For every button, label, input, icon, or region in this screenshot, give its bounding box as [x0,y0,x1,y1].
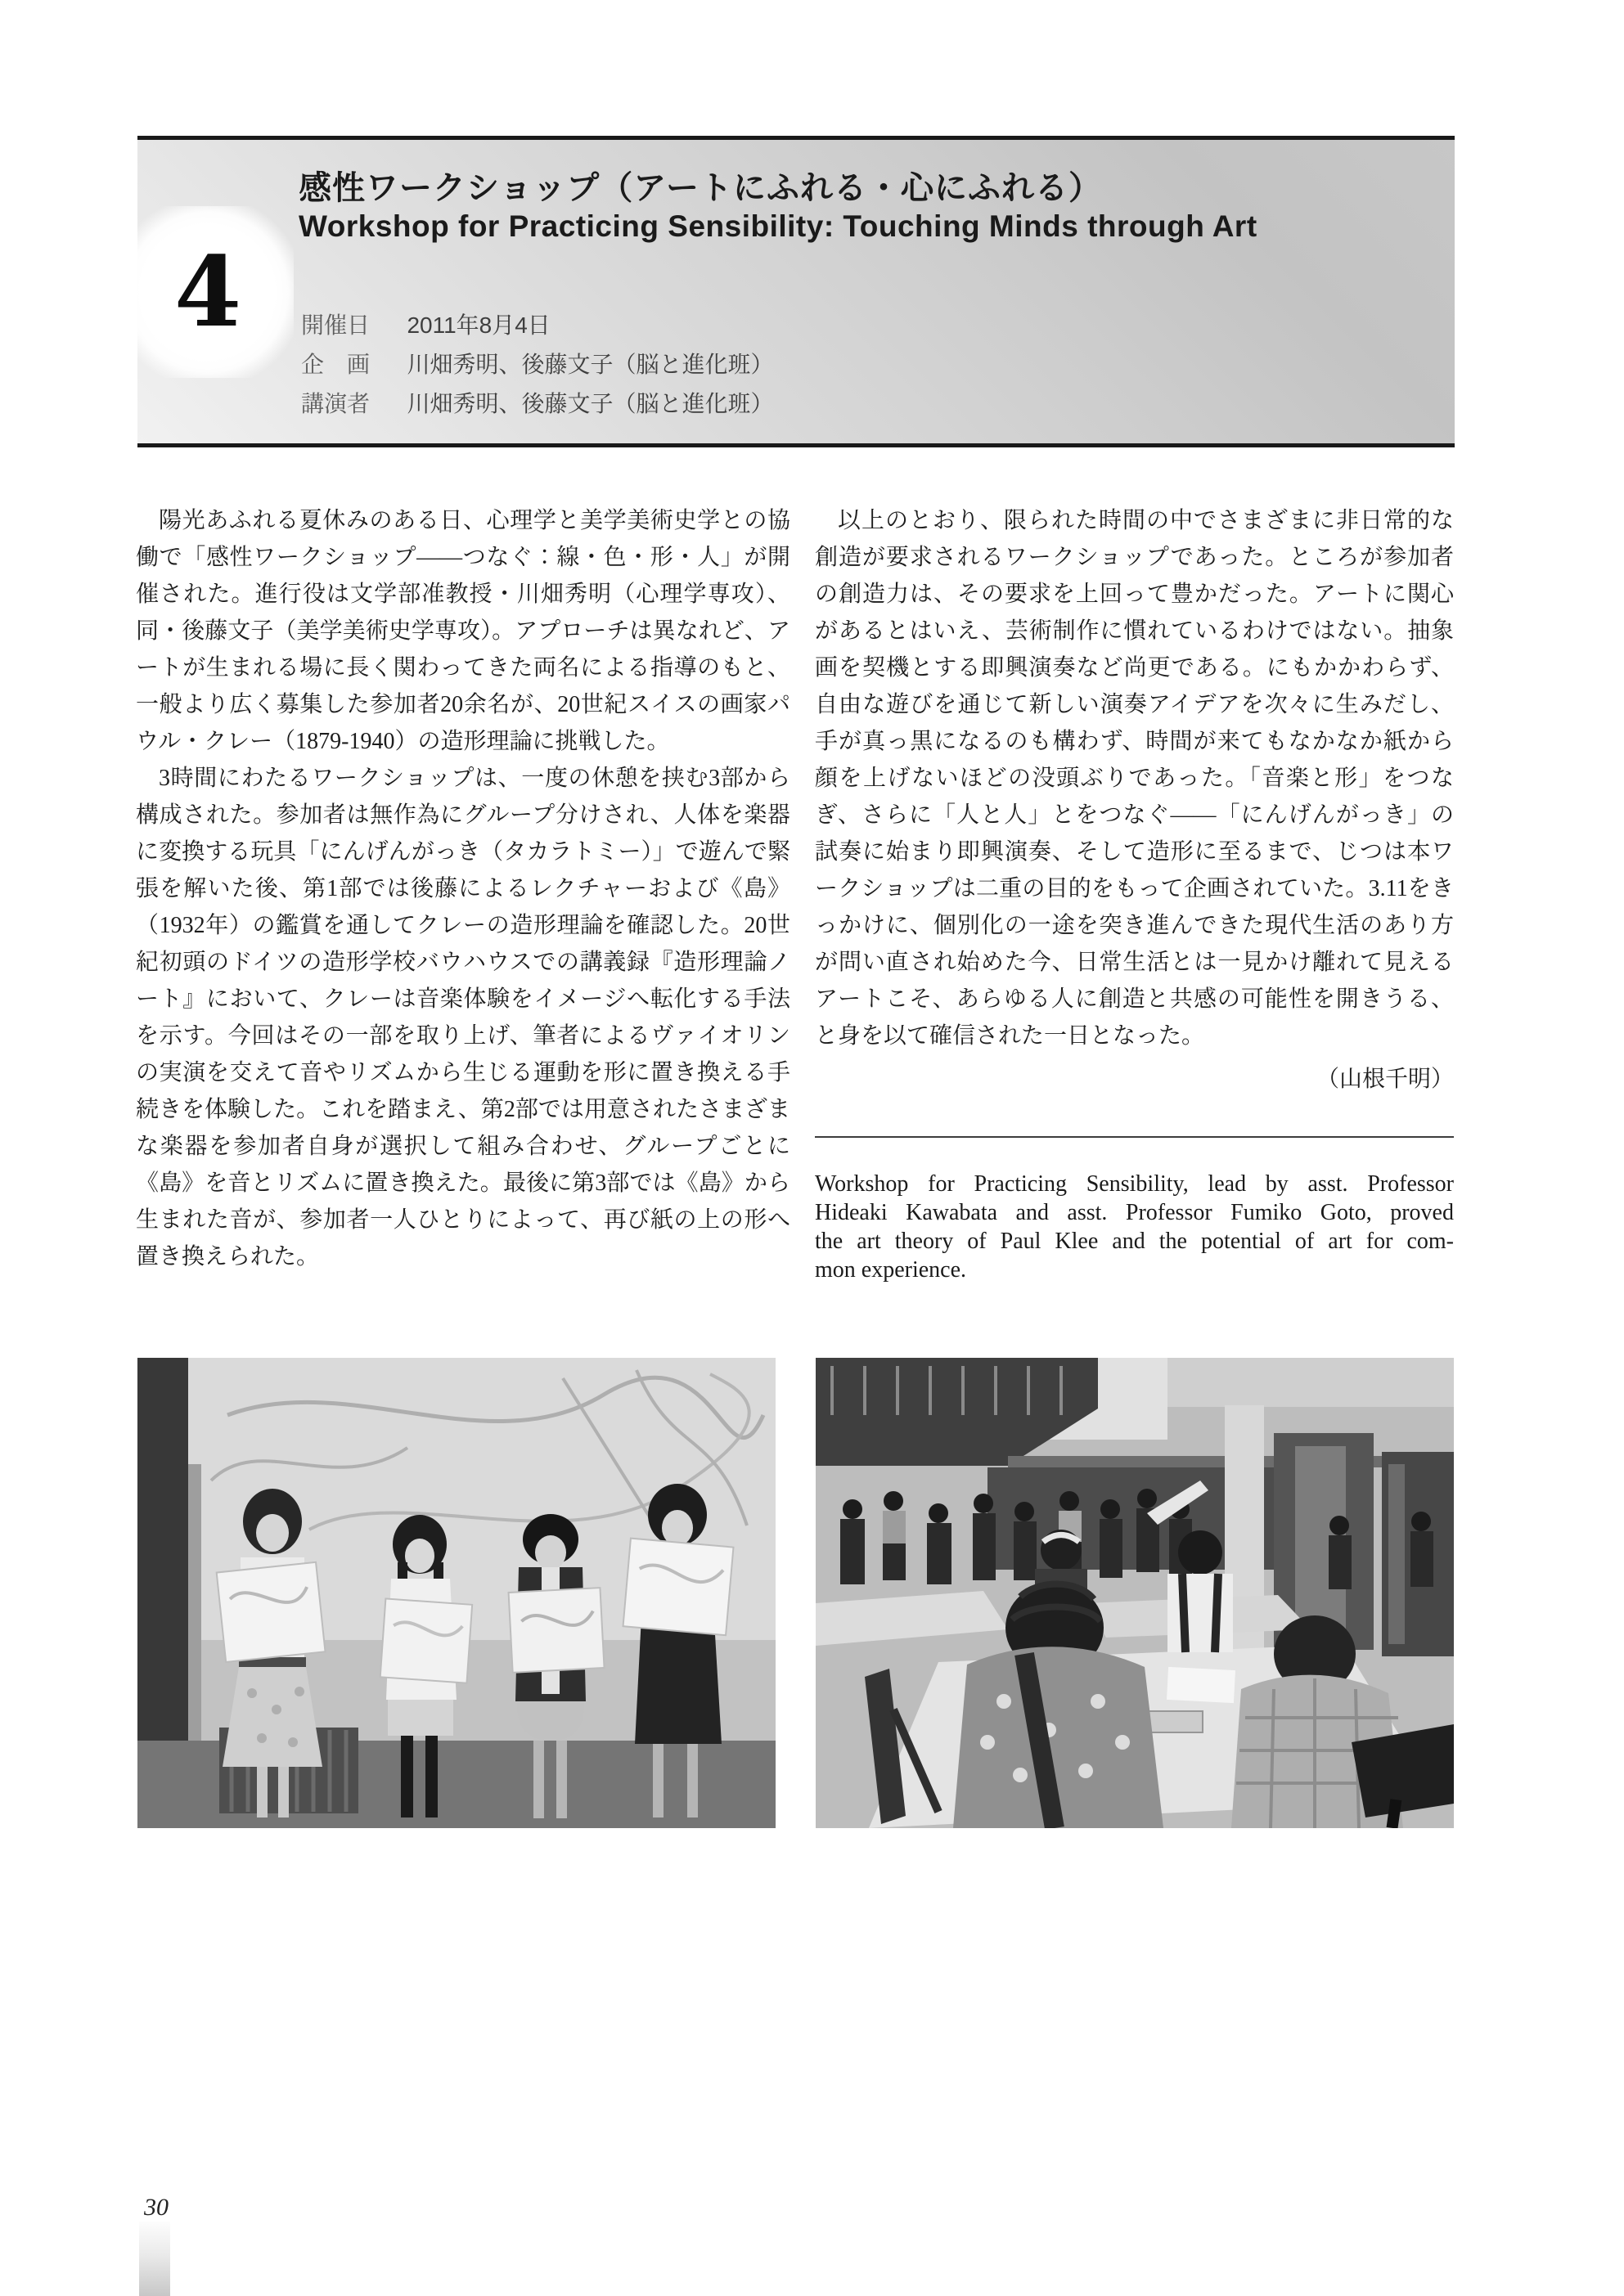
meta-row-date [301,306,773,345]
issue-number: 4 [173,235,242,348]
photo-workshop-room [816,1358,1454,1828]
paragraph-2: 3時間にわたるワークショップは、一度の休憩を挟む3部から構成された。参加者は無作為にグループ分けされ、人体を楽器に変換する玩具「にんげんがっき（タカラトミー）」で遊んで緊張を解いた後、第1部では後藤によるレクチャーおよび《島》（1932年）の鑑賞を通してクレーの造形理論を確認した。20世紀初頭のドイツの造形学校バウハウスでの講義録『造形理論ノート』において、クレーは音楽体験をイメージへ転化する手法を示す。今回はその一部を取り上げ、筆者によるヴァイオリンの実演を交えて音やリズムから生じる運動を形に置き換える手続きを体験した。これを踏まえ、第2部では用意されたさまざまな楽器を参加者自身が選択して組み合わせ、グループごとに《島》を音とリズムに置き換えた。最後に第3部では《島》から生まれた音が、参加者一人ひとりによって、再び紙の上の形へ置き換えられた。 [136,766,790,1269]
english-summary-line: the art theory of Paul Klee and the potential of art for com- [815,1229,1454,1254]
issue-number-badge [122,206,294,378]
header-band [137,140,1455,443]
paragraph-1: 陽光あふれる夏休みのある日、心理学と美学美術史学との協働で「感性ワークショップ――つなぐ：線・色・形・人」が開催された。進行役は文学部准教授・川畑秀明（心理学専攻）、同・後藤文子（美学美術史学専攻）。アプローチは異なれど、アートが生まれる場に長く関わってきた両名による指導のもと、一般より広く募集した参加者20余名が、20世紀スイスの画家パウル・クレー（1879-1940）の造形理論に挑戦した。 [136,508,790,754]
english-summary-line: Hideaki Kawabata and asst. Professor Fumiko Goto, proved [815,1200,1454,1225]
meta-value-date: 2011年8月4日 [407,312,551,338]
english-summary [815,1170,1454,1284]
article-column-left [136,502,790,1275]
title-english: Workshop for Practicing Sensibility: Touching Minds through Art [299,209,1257,243]
meta-label-planning: 企 画 [301,352,371,377]
title-japanese: 感性ワークショップ（アートにふれる・心にふれる） [299,170,1102,206]
paragraph-3: 以上のとおり、限られた時間の中でさまざまに非日常的な創造が要求されるワークショップであった。ところが参加者の創造力は、その要求を上回って豊かだった。アートに関心があるとはいえ、芸術制作に慣れているわけではない。抽象画を契機とする即興演奏など尚更である。にもかかわらず、自由な遊びを通じて新しい演奏アイデアを次々に生みだし、手が真っ黒になるのも構わず、時間が来てもなかなか紙から顔を上げないほどの没頭ぶりであった。「音楽と形」をつなぎ、さらに「人と人」とをつなぐ――「にんげんがっき」の試奏に始まり即興演奏、そして造形に至るまで、じつは本ワークショップは二重の目的をもって企画されていた。3.11をきっかけに、個別化の一途を突き進んできた現代生活のあり方が問い直され始めた今、日常生活とは一見かけ離れて見えるアートこそ、あらゆる人に創造と共感の可能性を開きうる、と身を以て確信された一日となった。 [815,508,1454,1049]
meta-row-planning [301,345,773,384]
photo-left-illustration [137,1358,776,1828]
article-column-right [815,502,1454,1098]
photo-right-illustration [816,1358,1454,1828]
meta-row-speakers [301,384,773,424]
photo-participants-drawings [137,1358,776,1828]
meta-value-speakers: 川畑秀明、後藤文子（脳と進化班） [407,391,774,416]
english-summary-line: mon experience. [815,1257,967,1283]
caption-divider-rule [815,1136,1454,1138]
english-summary-line: Workshop for Practicing Sensibility, lead by asst. Professor [815,1171,1454,1197]
page-number: 30 [144,2194,169,2221]
author-signature: （山根千明） [1316,1067,1454,1092]
meta-label-date: 開催日 [301,312,371,338]
footer-gradient-strip [139,2222,170,2296]
header-bottom-rule [137,443,1455,447]
meta-value-planning: 川畑秀明、後藤文子（脳と進化班） [407,352,774,377]
meta-label-speakers: 講演者 [301,391,371,416]
event-meta [301,306,773,424]
